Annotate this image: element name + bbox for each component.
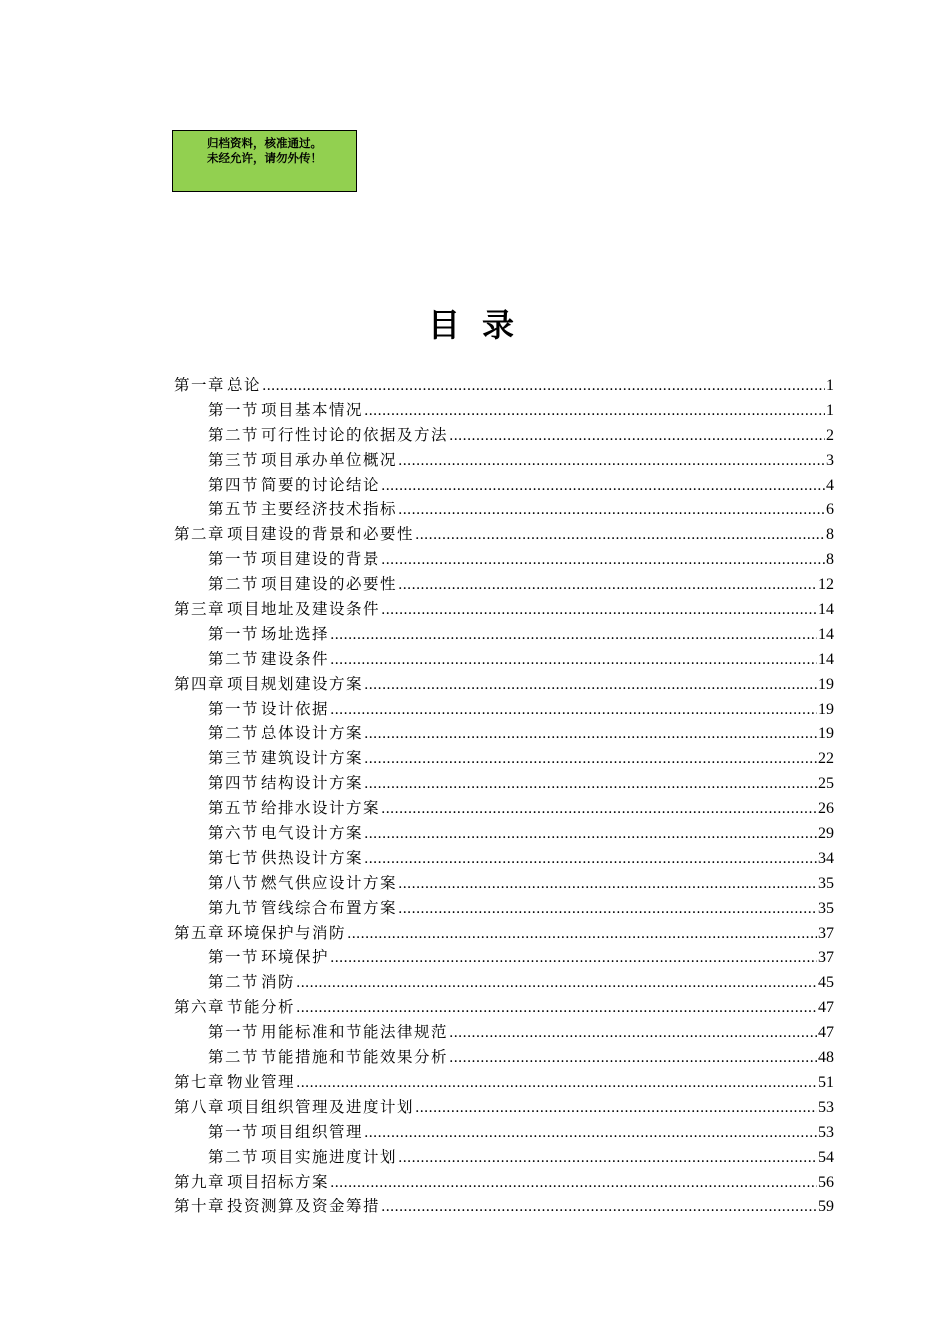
toc-entry-label: 第二节 (208, 649, 260, 668)
toc-entry-label: 第六节 (208, 824, 260, 843)
toc-entry-title: 环境保护与消防 (227, 923, 347, 942)
toc-dot-leader (398, 897, 817, 922)
toc-chapter-entry[interactable] (174, 921, 834, 946)
toc-page-number: 14 (818, 650, 834, 668)
toc-entry-title: 项目规划建设方案 (227, 674, 364, 693)
toc-dot-leader (330, 698, 817, 723)
toc-section-entry[interactable] (174, 647, 834, 672)
toc-chapter-entry[interactable] (174, 1194, 834, 1219)
toc-page-number: 1 (826, 401, 834, 419)
toc-entry-title: 项目招标方案 (227, 1172, 330, 1191)
toc-page-number: 34 (818, 849, 834, 867)
toc-entry-label: 第三章 (174, 600, 226, 619)
toc-entry-label: 第二章 (174, 525, 226, 544)
toc-page-number: 14 (818, 601, 834, 619)
toc-entry-label: 第三节 (208, 450, 260, 469)
toc-page-number: 53 (818, 1098, 834, 1116)
toc-page-number: 3 (826, 451, 834, 469)
toc-entry-label: 第一节 (208, 1023, 260, 1042)
toc-section-entry[interactable] (174, 896, 834, 921)
toc-entry-label: 第六章 (174, 998, 226, 1017)
toc-entry-title: 项目组织管理 (261, 1122, 364, 1141)
toc-dot-leader (398, 573, 817, 598)
toc-dot-leader (398, 498, 825, 523)
toc-entry-title: 建设条件 (261, 649, 330, 668)
toc-entry-label: 第十章 (174, 1197, 226, 1216)
toc-dot-leader (449, 424, 825, 449)
toc-entry-label: 第八章 (174, 1097, 226, 1116)
toc-page-number: 37 (818, 924, 834, 942)
toc-page-number: 6 (826, 501, 834, 519)
toc-page-number: 45 (818, 974, 834, 992)
toc-page-number: 25 (818, 775, 834, 793)
toc-entry-title: 电气设计方案 (261, 824, 364, 843)
toc-section-entry[interactable] (174, 871, 834, 896)
toc-section-entry[interactable] (174, 497, 834, 522)
toc-entry-title: 总论 (227, 376, 262, 394)
toc-entry-title: 项目基本情况 (261, 400, 364, 419)
stamp-line-2: 未经允许，请勿外传！ (207, 151, 322, 165)
toc-page-number: 56 (818, 1173, 834, 1191)
toc-entry-title: 燃气供应设计方案 (261, 873, 398, 892)
toc-chapter-entry[interactable] (174, 373, 834, 398)
toc-entry-title: 节能分析 (227, 998, 296, 1017)
toc-section-entry[interactable] (174, 771, 834, 796)
toc-dot-leader (381, 474, 825, 499)
toc-page-number: 35 (818, 874, 834, 892)
toc-page-number: 37 (818, 949, 834, 967)
toc-section-entry[interactable] (174, 572, 834, 597)
toc-dot-leader (364, 847, 817, 872)
toc-page-number: 8 (826, 551, 834, 569)
toc-entry-title: 项目组织管理及进度计划 (227, 1097, 415, 1116)
toc-page-number: 59 (818, 1198, 834, 1216)
toc-entry-title: 简要的讨论结论 (261, 475, 381, 494)
toc-entry-title: 主要经济技术指标 (261, 500, 398, 519)
toc-entry-title: 供热设计方案 (261, 848, 364, 867)
toc-entry-label: 第一节 (208, 948, 260, 967)
toc-page-number: 19 (818, 700, 834, 718)
toc-dot-leader (364, 722, 817, 747)
toc-entry-label: 第二节 (208, 1147, 260, 1166)
toc-entry-title: 消防 (261, 973, 296, 992)
toc-dot-leader (381, 797, 817, 822)
toc-entry-label: 第二节 (208, 575, 260, 594)
toc-dot-leader (364, 772, 817, 797)
toc-dot-leader (296, 996, 817, 1021)
toc-entry-title: 项目建设的必要性 (261, 575, 398, 594)
toc-dot-leader (381, 548, 825, 573)
toc-dot-leader (381, 598, 817, 623)
toc-page-number: 1 (826, 377, 834, 394)
toc-section-entry[interactable] (174, 970, 834, 995)
toc-dot-leader (364, 822, 817, 847)
toc-page-number: 53 (818, 1123, 834, 1141)
toc-dot-leader (415, 523, 825, 548)
toc-entry-label: 第五节 (208, 500, 260, 519)
toc-page-number: 54 (818, 1148, 834, 1166)
toc-page-number: 8 (826, 526, 834, 544)
toc-entry-label: 第四节 (208, 475, 260, 494)
toc-chapter-entry[interactable] (174, 995, 834, 1020)
toc-entry-title: 建筑设计方案 (261, 749, 364, 768)
toc-entry-label: 第二节 (208, 1048, 260, 1067)
toc-entry-title: 环境保护 (261, 948, 330, 967)
toc-section-entry[interactable] (174, 721, 834, 746)
toc-dot-leader (364, 399, 825, 424)
toc-entry-label: 第二节 (208, 724, 260, 743)
toc-section-entry[interactable] (174, 846, 834, 871)
toc-section-entry[interactable] (174, 473, 834, 498)
toc-dot-leader (330, 648, 817, 673)
toc-section-entry[interactable] (174, 1145, 834, 1170)
toc-entry-title: 结构设计方案 (261, 774, 364, 793)
toc-page-number: 47 (818, 999, 834, 1017)
toc-section-entry[interactable] (174, 1020, 834, 1045)
toc-section-entry[interactable] (174, 448, 834, 473)
toc-entry-title: 设计依据 (261, 699, 330, 718)
toc-entry-label: 第九节 (208, 898, 260, 917)
toc-page-number: 29 (818, 825, 834, 843)
toc-page-number: 2 (826, 426, 834, 444)
toc-entry-label: 第一节 (208, 550, 260, 569)
toc-dot-leader (398, 1146, 817, 1171)
toc-entry-label: 第五章 (174, 923, 226, 942)
toc-dot-leader (364, 673, 817, 698)
toc-entry-label: 第一节 (208, 624, 260, 643)
toc-dot-leader (449, 1046, 817, 1071)
toc-entry-label: 第一节 (208, 1122, 260, 1141)
toc-page-number: 4 (826, 476, 834, 494)
toc-section-entry[interactable] (174, 796, 834, 821)
toc-section-entry[interactable] (174, 945, 834, 970)
toc-entry-label: 第五节 (208, 799, 260, 818)
toc-dot-leader (364, 747, 817, 772)
toc-entry-title: 项目实施进度计划 (261, 1147, 398, 1166)
toc-dot-leader (262, 374, 825, 399)
toc-page-number: 12 (818, 576, 834, 594)
toc-section-entry[interactable] (174, 746, 834, 771)
toc-section-entry[interactable] (174, 1045, 834, 1070)
toc-dot-leader (449, 1021, 817, 1046)
toc-entry-label: 第四节 (208, 774, 260, 793)
toc-entry-label: 第四章 (174, 674, 226, 693)
toc-entry-label: 第八节 (208, 873, 260, 892)
toc-section-entry[interactable] (174, 622, 834, 647)
toc-entry-title: 管线综合布置方案 (261, 898, 398, 917)
toc-dot-leader (364, 1121, 817, 1146)
toc-entry-title: 投资测算及资金筹措 (227, 1197, 381, 1216)
toc-entry-label: 第九章 (174, 1172, 226, 1191)
toc-entry-title: 项目承办单位概况 (261, 450, 398, 469)
toc-chapter-entry[interactable] (174, 1070, 834, 1095)
toc-entry-label: 第二节 (208, 973, 260, 992)
toc-page-number: 51 (818, 1073, 834, 1091)
toc-dot-leader (296, 1071, 817, 1096)
toc-section-entry[interactable] (174, 1120, 834, 1145)
toc-section-entry[interactable] (174, 398, 834, 423)
toc-dot-leader (296, 971, 817, 996)
toc-page-number: 22 (818, 750, 834, 768)
toc-entry-label: 第三节 (208, 749, 260, 768)
toc-page-number: 48 (818, 1049, 834, 1067)
stamp-line-1: 归档资料，核准通过。 (207, 136, 322, 150)
table-of-contents (174, 373, 834, 1219)
toc-dot-leader (330, 946, 817, 971)
toc-entry-title: 场址选择 (261, 624, 330, 643)
toc-chapter-entry[interactable] (174, 597, 834, 622)
toc-dot-leader (398, 449, 825, 474)
toc-entry-title: 项目建设的背景 (261, 550, 381, 569)
toc-page-number: 19 (818, 675, 834, 693)
toc-chapter-entry[interactable] (174, 1170, 834, 1195)
toc-entry-label: 第七节 (208, 848, 260, 867)
toc-section-entry[interactable] (174, 821, 834, 846)
archive-stamp (172, 130, 357, 192)
toc-chapter-entry[interactable] (174, 1095, 834, 1120)
toc-page-number: 14 (818, 625, 834, 643)
toc-chapter-entry[interactable] (174, 672, 834, 697)
toc-section-entry[interactable] (174, 547, 834, 572)
toc-entry-title: 可行性讨论的依据及方法 (261, 425, 449, 444)
toc-page-number: 26 (818, 800, 834, 818)
page-title: 目录 (427, 306, 536, 344)
toc-dot-leader (347, 922, 817, 947)
toc-entry-label: 第七章 (174, 1072, 226, 1091)
toc-dot-leader (381, 1195, 817, 1220)
toc-page-number: 35 (818, 899, 834, 917)
toc-dot-leader (330, 1171, 817, 1196)
toc-entry-title: 项目地址及建设条件 (227, 600, 381, 619)
toc-entry-title: 总体设计方案 (261, 724, 364, 743)
toc-entry-label: 第一章 (174, 376, 226, 394)
toc-page-number: 47 (818, 1024, 834, 1042)
toc-entry-label: 第二节 (208, 425, 260, 444)
toc-entry-title: 用能标准和节能法律规范 (261, 1023, 449, 1042)
toc-chapter-entry[interactable] (174, 522, 834, 547)
toc-page-number: 19 (818, 725, 834, 743)
toc-entry-title: 项目建设的背景和必要性 (227, 525, 415, 544)
toc-section-entry[interactable] (174, 423, 834, 448)
toc-entry-title: 物业管理 (227, 1072, 296, 1091)
toc-dot-leader (398, 872, 817, 897)
toc-dot-leader (415, 1096, 817, 1121)
toc-entry-title: 给排水设计方案 (261, 799, 381, 818)
toc-entry-title: 节能措施和节能效果分析 (261, 1048, 449, 1067)
toc-entry-label: 第一节 (208, 699, 260, 718)
toc-dot-leader (330, 623, 817, 648)
toc-section-entry[interactable] (174, 697, 834, 722)
toc-entry-label: 第一节 (208, 400, 260, 419)
